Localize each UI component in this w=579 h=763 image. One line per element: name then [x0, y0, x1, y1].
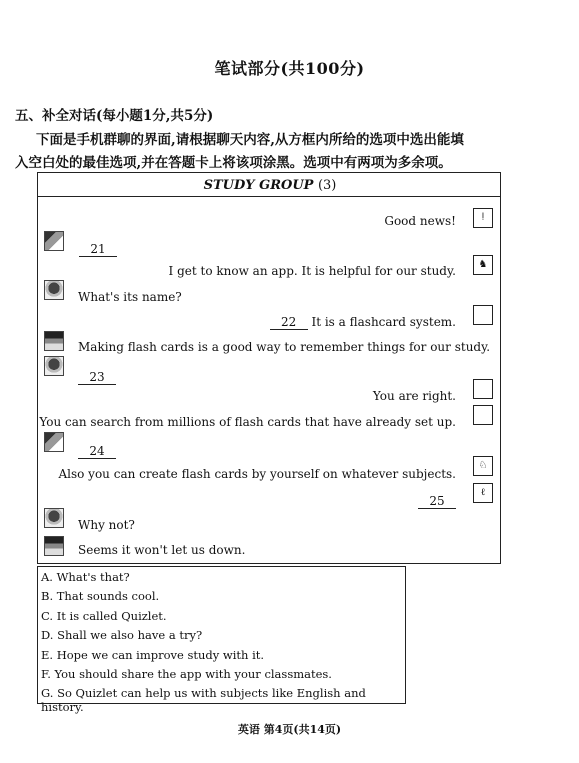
chat-message [78, 366, 116, 385]
avatar-icon [473, 379, 493, 399]
instruction-line-2: 入空白处的最佳选项,并在答题卡上将该项涂黑。选项中有两项为多余项。 [15, 155, 452, 171]
chat-message [418, 490, 456, 509]
chat-message: Also you can create flash cards by yourself on whatever subjects. [58, 467, 456, 481]
group-title [38, 178, 502, 193]
group-name: STUDY GROUP [203, 178, 314, 193]
option-g: G. So Quizlet can help us with subjects like English and history. [41, 686, 366, 714]
option-f: F. You should share the app with your classmates. [41, 667, 332, 681]
avatar-icon: ǃ [473, 208, 493, 228]
chat-message: What's its name? [78, 290, 182, 304]
chat-message: You can search from millions of flash cards that have already set up. [39, 415, 456, 429]
option-c: C. It is called Quizlet. [41, 609, 167, 623]
title-divider [38, 196, 500, 197]
avatar-icon [44, 536, 64, 556]
chat-message: Making flash cards is a good way to remember things for our study. [78, 340, 491, 354]
chat-message: Good news! [384, 214, 456, 228]
page-footer: 英语 第4页(共14页) [237, 723, 342, 736]
chat-message: I get to know an app. It is helpful for our study. [168, 264, 456, 278]
answer-blank-25: 25 [418, 494, 456, 509]
avatar-icon [44, 356, 64, 376]
answer-blank-22: 22 [270, 315, 308, 330]
chat-message [78, 440, 116, 459]
avatar-icon: ℓ [473, 483, 493, 503]
option-d: D. Shall we also have a try? [41, 628, 203, 642]
option-b: B. That sounds cool. [41, 589, 160, 603]
chat-message: You are right. [372, 389, 456, 403]
page-title: 笔试部分(共100分) [214, 59, 365, 78]
options-box [37, 566, 406, 714]
chat-message: Seems it won't let us down. [78, 543, 246, 557]
chat-message [79, 238, 117, 257]
avatar-icon [44, 280, 64, 300]
chat-window [37, 172, 501, 564]
chat-message: Why not? [78, 518, 135, 532]
answer-blank-24: 24 [78, 444, 116, 459]
option-a: A. What's that? [41, 570, 130, 584]
avatar-icon [44, 231, 64, 251]
chat-message: 22 It is a flashcard system. [270, 315, 456, 330]
avatar-icon [473, 405, 493, 425]
avatar-icon: ♞ [473, 255, 493, 275]
avatar-icon [44, 508, 64, 528]
avatar-icon [44, 432, 64, 452]
answer-blank-23: 23 [78, 370, 116, 385]
avatar-icon [473, 305, 493, 325]
avatar-icon: ♘ [473, 456, 493, 476]
member-count: (3) [317, 178, 337, 193]
answer-blank-21: 21 [79, 242, 117, 257]
section-heading: 五、补全对话(每小题1分,共5分) [15, 108, 214, 124]
instruction-line-1: 下面是手机群聊的界面,请根据聊天内容,从方框内所给的选项中选出能填 [36, 132, 464, 148]
avatar-icon [44, 331, 64, 351]
option-e: E. Hope we can improve study with it. [41, 648, 265, 662]
